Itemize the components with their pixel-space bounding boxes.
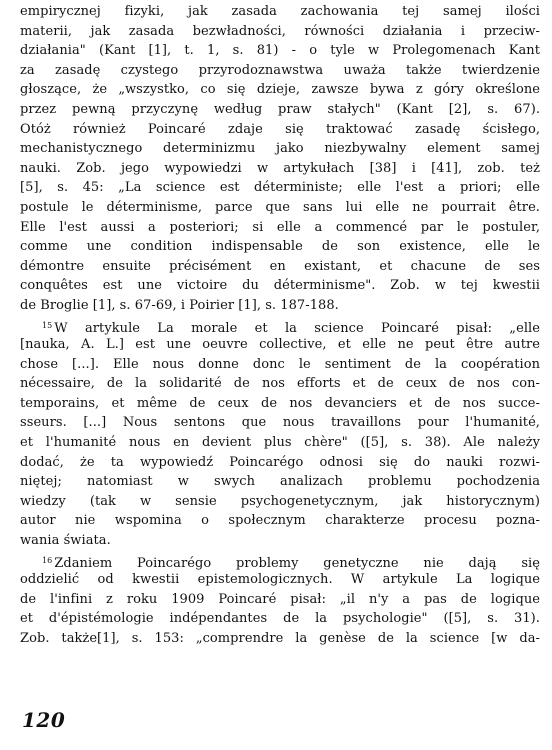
text-line: W artykule La morale et la science Poincaré pisał: „elle: [54, 320, 540, 336]
text-line: Zob. także[1], s. 153: „comprendre la genèse de la science [w da-: [20, 631, 540, 646]
text-line: démontre ensuite précisément en existant, et chacune de ses: [20, 258, 540, 274]
text-line: wania świata.: [20, 533, 111, 549]
text-line: postule le déterminisme, parce que sans lui elle ne pourrait être.: [20, 199, 540, 215]
text-line: temporains, et même de ceux de nos devanciers et de nos succe-: [20, 395, 540, 411]
text-line: niętej; natomiast w swych analizach problemu pochodzenia: [20, 474, 540, 490]
text-line: działania" (Kant [1], t. 1, s. 81) - o tyle w Prolegomenach Kant: [20, 43, 540, 59]
text-line: dodać, że ta wypowiedź Poincarégo odnosi się do nauki rozwi-: [20, 454, 540, 470]
text-line: Elle l'est aussi a posteriori; si elle a commencé par le postuler,: [20, 219, 540, 235]
text-line: materii, jak zasada bezwładności, równości działania i przeciw-: [20, 23, 540, 39]
text-line: conquêtes est une victoire du déterminisme". Zob. w tej kwestii: [20, 278, 540, 294]
text-line: chose [...]. Elle nous donne donc le sentiment de la coopération: [20, 356, 540, 372]
text-line: et d'épistémologie indépendantes de la psychologie" ([5], s. 31).: [20, 611, 540, 627]
text-line: za zasadę czystego przyrodoznawstwa uważa także twierdzenie: [20, 62, 540, 78]
text-line: mechanistycznego determinizmu jako niezbywalny element samej: [20, 141, 540, 157]
text-line: nauki. Zob. jego wypowiedzi w artykułach [38] i [41], zob. też: [20, 160, 540, 176]
footnote-16: [20, 551, 540, 571]
page-text: [20, 2, 540, 649]
footnote-15: [20, 316, 540, 336]
text-line: de l'infini z roku 1909 Poincaré pisał: „il n'y a pas de logique: [20, 591, 540, 607]
text-line: [nauka, A. L.] est une oeuvre collective, et elle ne peut être autre: [20, 337, 540, 353]
text-line: Otóż również Poincaré zdaje się traktować zasadę ścisłego,: [20, 121, 540, 137]
footnote-number: 15: [42, 320, 53, 330]
text-line: sseurs. [...] Nous sentons que nous travaillons pour l'humanité,: [20, 415, 540, 431]
text-line: głoszące, że „wszystko, co się dzieje, zawsze bywa z góry określone: [20, 82, 540, 98]
text-line: et l'humanité nous en devient plus chère" ([5], s. 38). Ale należy: [20, 435, 540, 451]
text-line: przez pewną przyczynę według praw stałych" (Kant [2], s. 67).: [20, 101, 540, 117]
text-line: de Broglie [1], s. 67-69, i Poirier [1], s. 187-188.: [20, 297, 339, 313]
text-line: autor nie wspomina o społecznym charakterze procesu pozna-: [20, 513, 540, 529]
footnote-number: 16: [42, 555, 53, 565]
text-line: wiedzy (tak w sensie psychogenetycznym, jak historycznym): [20, 493, 540, 509]
text-line: comme une condition indispensable de son existence, elle le: [20, 239, 540, 255]
text-line: nécessaire, de la solidarité de nos efforts et de ceux de nos con-: [20, 376, 540, 392]
text-line: empirycznej fizyki, jak zasada zachowania tej samej ilości: [20, 4, 540, 19]
text-line: [5], s. 45: „La science est déterministe; elle l'est a priori; elle: [20, 180, 540, 196]
page-number: 120: [22, 708, 66, 732]
text-line: Zdaniem Poincarégo problemy genetyczne nie dają się: [54, 555, 540, 571]
text-line: oddzielić od kwestii epistemologicznych. W artykule La logique: [20, 572, 540, 588]
